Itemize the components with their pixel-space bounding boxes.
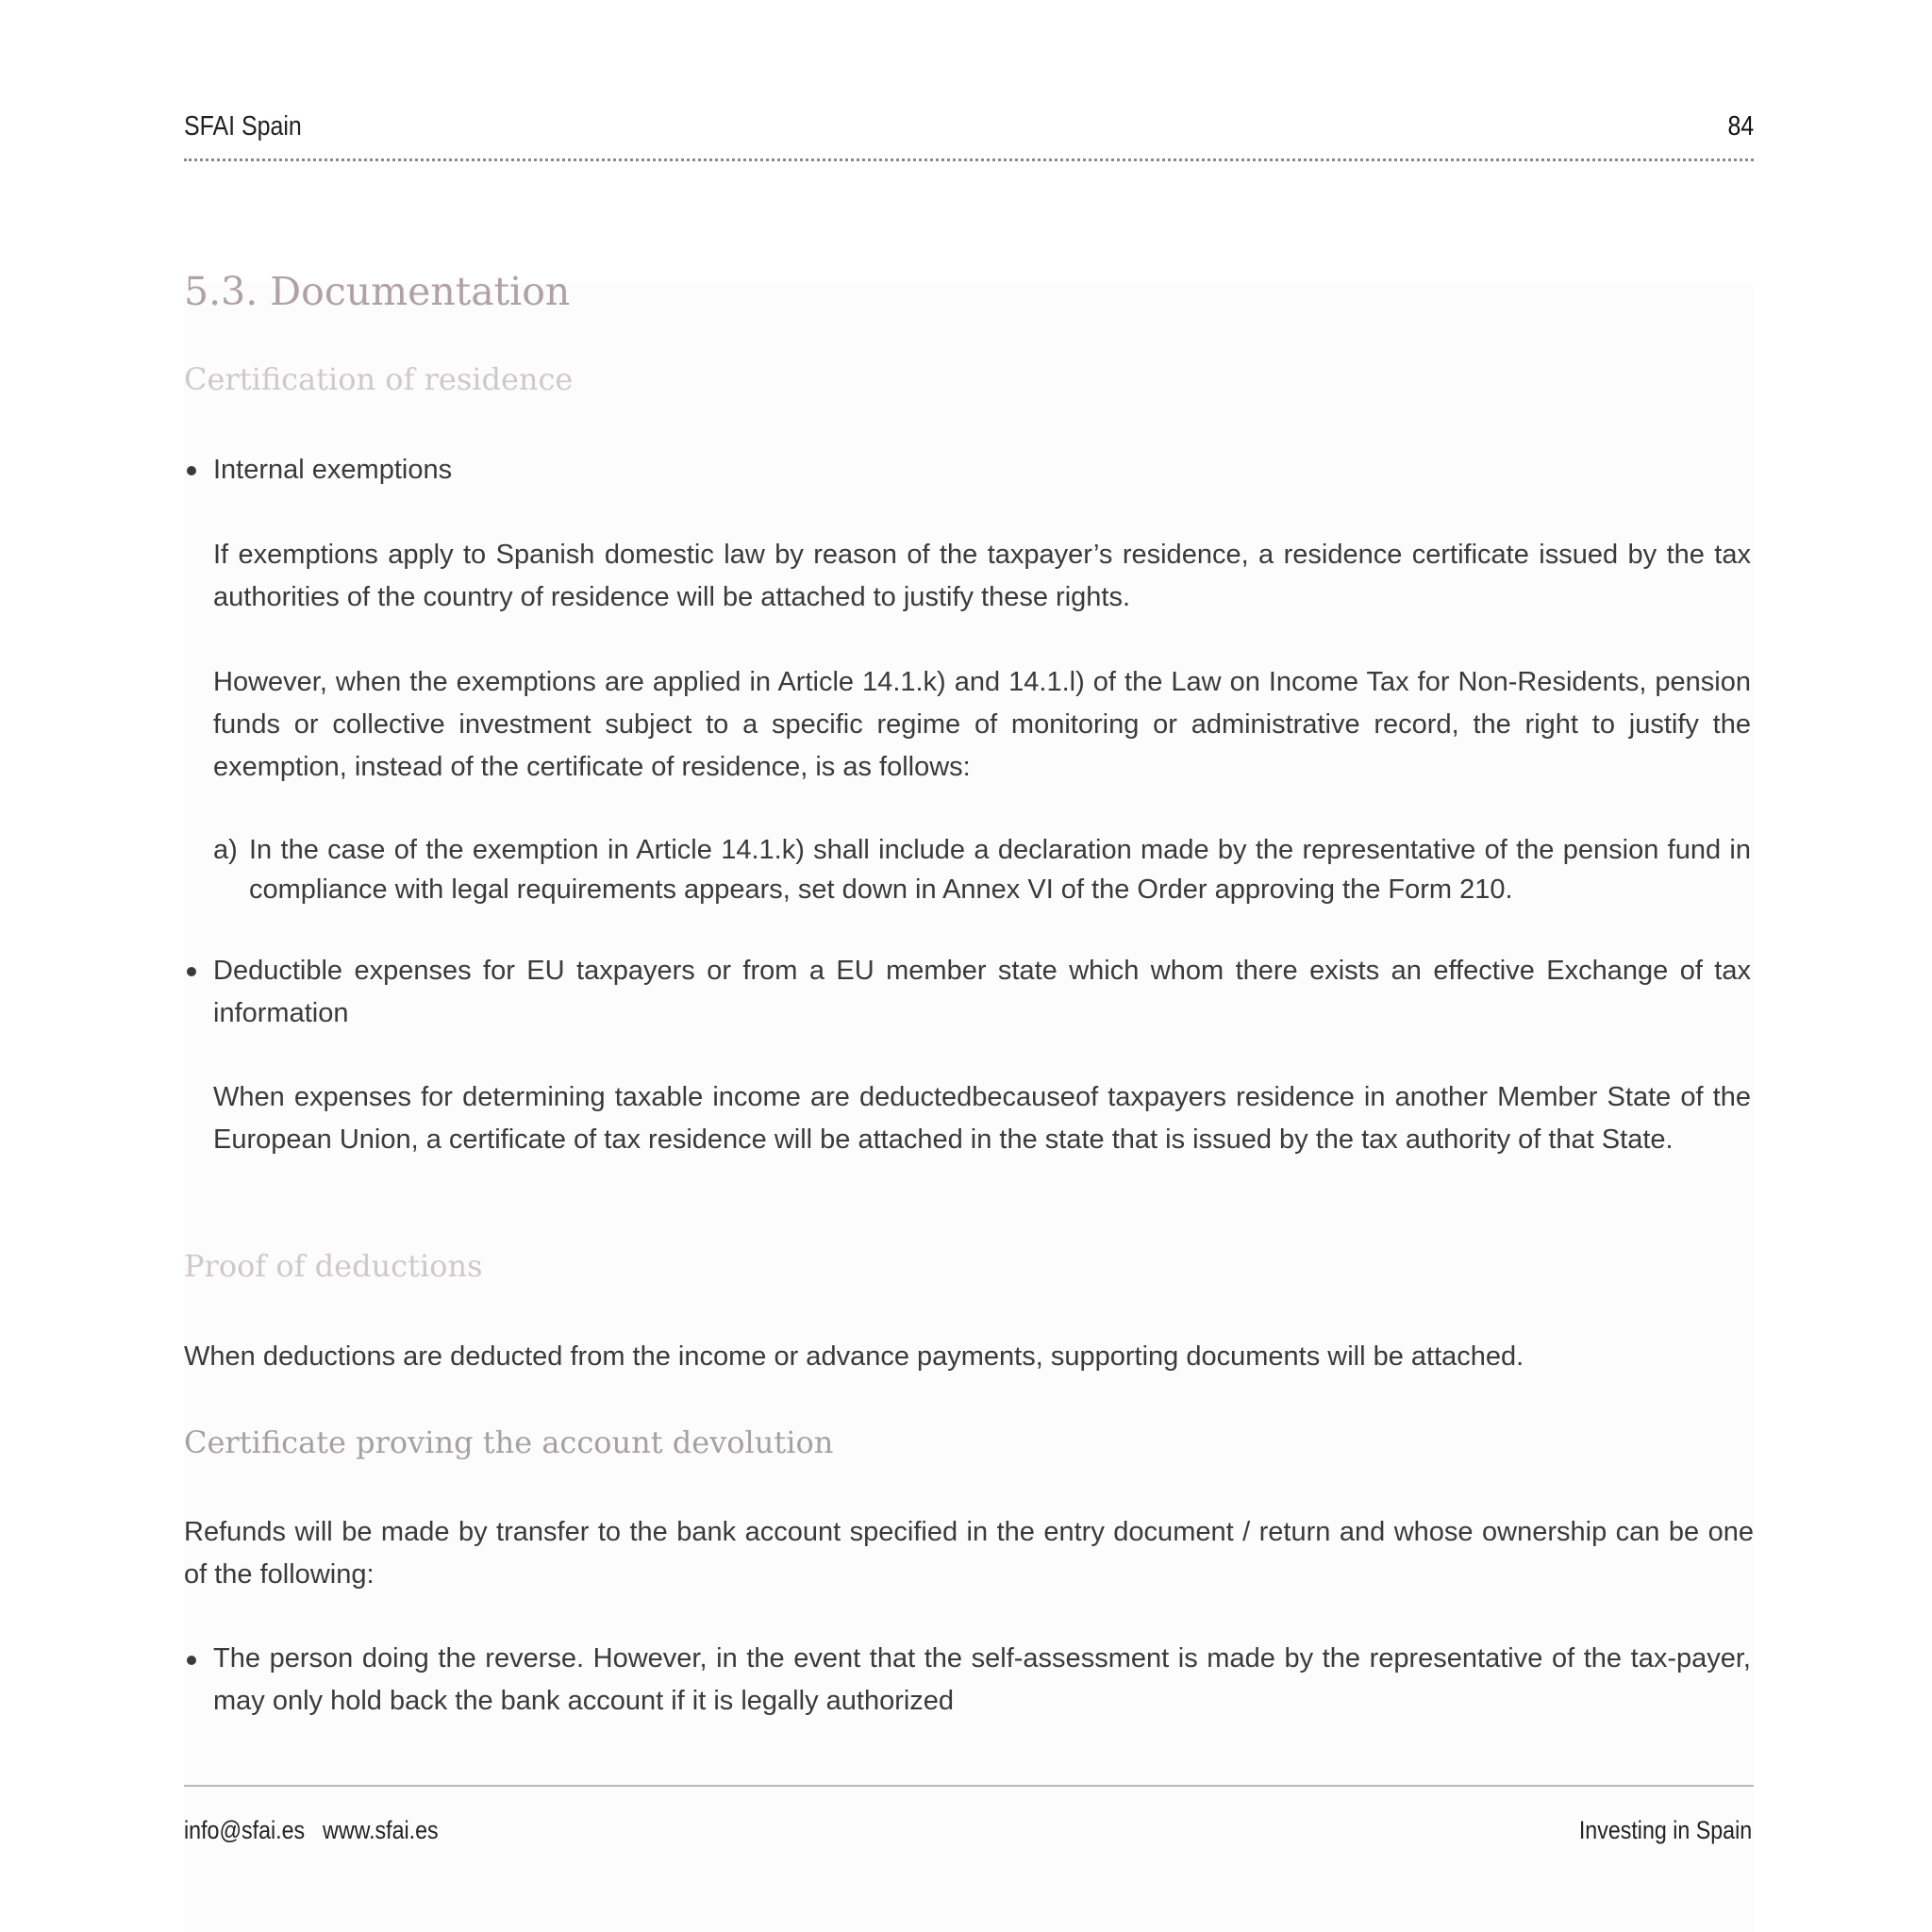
bullet-deductible-expenses: Deductible expenses for EU taxpayers or from a EU member state which whom there exists an effective Exchange of tax information: [213, 956, 1751, 1028]
bullet-dot: [187, 466, 196, 475]
paragraph-article-exemptions: However, when the exemptions are applied in Article 14.1.k) and 14.1.l) of the Law on Income Tax for Non-Residents, pension funds or collective investment subject to a specific regime of monitoring or administrative record, the right to justify the exemption, instead of the certificate of residence, is as follows:: [213, 667, 1751, 782]
subheading-proof-of-deductions: Proof of deductions: [184, 1248, 483, 1284]
page-number: 84: [1727, 111, 1754, 142]
paragraph-supporting-documents: When deductions are deducted from the income or advance payments, supporting documents will be attached.: [184, 1341, 1524, 1372]
bullet-person-doing-reverse: The person doing the reverse. However, in the event that the self-assessment is made by the representative of the tax-payer, may only hold back the bank account if it is legally authorized: [213, 1643, 1751, 1716]
list-item-label-a: a): [213, 835, 238, 865]
bullet-dot: [187, 967, 196, 976]
list-item-a-text: In the case of the exemption in Article 14.1.k) shall include a declaration made by the representative of the pension fund in compliance with legal requirements appears, set down in Annex VI of the Order approving the Form 210.: [249, 835, 1751, 905]
paragraph-residence-certificate: If exemptions apply to Spanish domestic law by reason of the taxpayer’s residence, a residence certificate issued by the tax authorities of the country of residence will be attached to justify these rights.: [213, 540, 1751, 612]
subheading-account-devolution: Certificate proving the account devolution: [184, 1424, 834, 1460]
footer-divider: [184, 1785, 1754, 1787]
subheading-certification-of-residence: Certification of residence: [184, 361, 574, 397]
paragraph-refunds: Refunds will be made by transfer to the bank account specified in the entry document / return and whose ownership can be one of the following:: [184, 1517, 1754, 1590]
footer-email[interactable]: info@sfai.es: [184, 1816, 306, 1844]
footer-contact: [184, 1816, 439, 1845]
bullet-internal-exemptions: Internal exemptions: [213, 455, 453, 485]
paragraph-member-state-certificate: When expenses for determining taxable income are deductedbecauseof taxpayers residence in another Member State of the European Union, a certificate of tax residence will be attached in the state that is issued by the tax authority of that State.: [213, 1082, 1751, 1155]
footer-publication-title: Investing in Spain: [1578, 1816, 1752, 1844]
page-header: [184, 102, 1754, 161]
brand-name: SFAI Spain: [184, 111, 302, 142]
section-title: 5.3. Documentation: [184, 269, 571, 314]
bullet-dot: [187, 1656, 196, 1665]
footer-website[interactable]: www.sfai.es: [323, 1816, 439, 1844]
